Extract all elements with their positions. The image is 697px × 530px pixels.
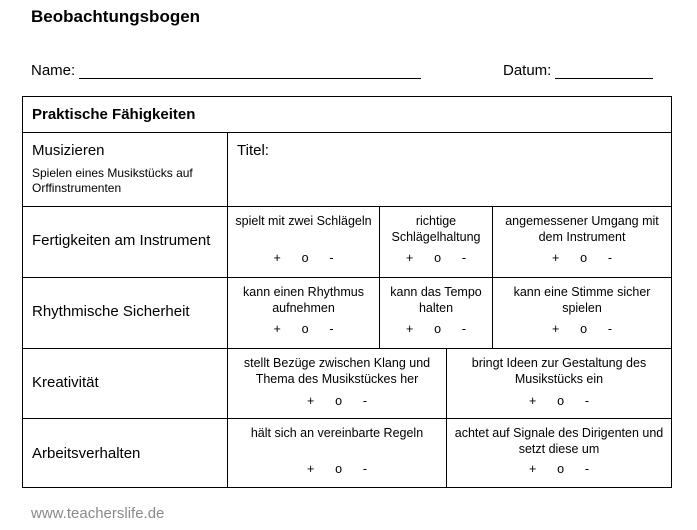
- criterion-cell[interactable]: [379, 277, 493, 349]
- criterion-cell[interactable]: [446, 418, 672, 488]
- observation-table: [22, 96, 672, 488]
- date-field[interactable]: [503, 62, 653, 79]
- section-header-cell: [22, 96, 672, 133]
- rating-scale: + o -: [273, 322, 334, 336]
- rating-scale: + o -: [306, 462, 368, 476]
- page-title: Beobachtungsbogen: [31, 7, 201, 26]
- criterion-cell[interactable]: [446, 348, 672, 419]
- title-label: Titel:: [237, 142, 269, 159]
- criterion-text: kann einen Rhythmus aufnehmen: [243, 285, 364, 315]
- row-label-fertigkeiten: Fertigkeiten am Instrument: [32, 232, 211, 249]
- date-blank-line: [555, 62, 653, 79]
- row-label-cell-fertigkeiten: [22, 206, 228, 278]
- rating-scale: + o -: [273, 251, 334, 265]
- row-label-cell-musizieren: [22, 132, 228, 207]
- rating-scale: + o -: [306, 394, 368, 408]
- rating-scale: + o -: [528, 462, 590, 476]
- rating-scale: + o -: [551, 322, 613, 336]
- title-cell[interactable]: [227, 132, 672, 207]
- date-label: Datum:: [503, 62, 552, 79]
- rating-scale: + o -: [405, 322, 467, 336]
- criterion-text: richtige Schlägelhaltung: [391, 214, 481, 244]
- rating-scale: + o -: [405, 251, 467, 265]
- row-label-arbeitsverhalten: Arbeitsverhalten: [32, 445, 141, 462]
- row-label-rhythmisch: Rhythmische Sicherheit: [32, 303, 190, 320]
- criterion-text: kann das Tempo halten: [390, 285, 482, 315]
- criterion-cell[interactable]: [492, 277, 672, 349]
- rating-scale: + o -: [528, 394, 590, 408]
- criterion-cell[interactable]: [379, 206, 493, 278]
- section-header: Praktische Fähigkeiten: [32, 106, 196, 123]
- name-blank-line: [79, 62, 421, 79]
- name-label: Name:: [31, 62, 76, 79]
- row-sublabel-musizieren: Spielen eines Musikstücks auf Orffinstrumenten: [32, 166, 193, 195]
- row-label-cell-arbeitsverhalten: [22, 418, 228, 488]
- criterion-text: spielt mit zwei Schlägeln: [235, 214, 372, 228]
- criterion-cell[interactable]: [492, 206, 672, 278]
- rating-scale: + o -: [551, 251, 613, 265]
- criterion-text: angemessener Umgang mit dem Instrument: [505, 214, 659, 244]
- criterion-cell[interactable]: [227, 418, 447, 488]
- criterion-text: bringt Ideen zur Gestaltung des Musikstücks ein: [471, 356, 647, 386]
- criterion-cell[interactable]: [227, 277, 380, 349]
- footer-website: www.teacherslife.de: [31, 505, 165, 522]
- row-label-kreativitaet: Kreativität: [32, 374, 99, 391]
- criterion-cell[interactable]: [227, 348, 447, 419]
- criterion-text: hält sich an vereinbarte Regeln: [250, 426, 424, 440]
- criterion-text: stellt Bezüge zwischen Klang und Thema des Musikstückes her: [243, 356, 431, 386]
- criterion-text: achtet auf Signale des Dirigenten und setzt diese um: [454, 426, 664, 456]
- row-label-musizieren: Musizieren: [32, 142, 105, 159]
- name-field[interactable]: [31, 62, 421, 79]
- row-label-cell-rhythmisch: [22, 277, 228, 349]
- criterion-text: kann eine Stimme sicher spielen: [513, 285, 651, 315]
- row-label-cell-kreativitaet: [22, 348, 228, 419]
- criterion-cell[interactable]: [227, 206, 380, 278]
